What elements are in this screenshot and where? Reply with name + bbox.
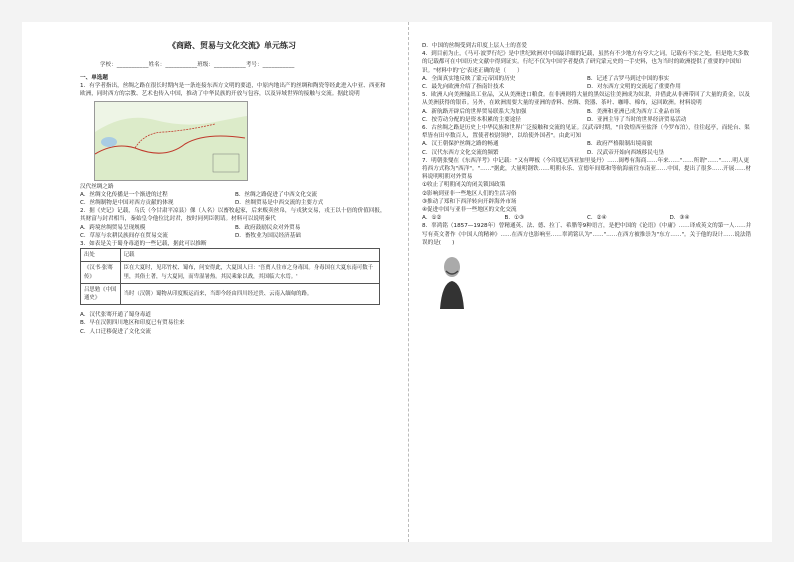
- student-info-line: 学校：___________姓名：___________班级：___________考号：___________: [100, 62, 295, 68]
- column-divider: [408, 22, 409, 542]
- left-column: [80, 74, 390, 336]
- map-caption: 汉代丝绸之路: [80, 183, 114, 190]
- q2-option-a[interactable]: A．跨境丝绸贸易呈现规模: [80, 224, 146, 231]
- q3-option-d[interactable]: D．中国的丝绸受到古印度上层人士的喜爱: [422, 43, 527, 49]
- page-title: 《商路、贸易与文化交流》单元练习: [168, 41, 296, 50]
- q5-option-a[interactable]: A．新航路开辟后的世界贸易联系大为加强: [422, 108, 527, 115]
- q7-option-a[interactable]: A．①②: [422, 215, 442, 222]
- portrait-image: [432, 251, 472, 309]
- q6-option-b[interactable]: B．政府严格限制出境商旅: [587, 141, 653, 148]
- table-cell: 吕思勉《中国通史》: [81, 283, 121, 304]
- q2-option-c[interactable]: C．草原与农耕民族间存在贸易交流: [80, 232, 168, 239]
- q7-option-b[interactable]: B．①③: [504, 215, 524, 222]
- table-header: 记载: [120, 249, 379, 262]
- q6-stem: 6．古丝绸之路是历史上中华民族和世界广泛接触和交流的见证。汉武帝时期，"自敦煌西至盐泽（今罗布泊），往往起亭，而轮台、渠犁皆有田卒数百人，置使者校尉领护，以给使外国者"。由此可知: [422, 125, 750, 140]
- section-heading: 一、单选题: [80, 75, 108, 81]
- q1-option-a[interactable]: A．丝绸文化传播是一个渐进的过程: [80, 191, 168, 198]
- q7-item: ④促进中国与亚非一些地区的文化交流: [422, 207, 517, 214]
- right-column: [422, 42, 752, 309]
- q7-option-d[interactable]: D．③④: [669, 215, 690, 222]
- q7-item: ③推动了郑和下西洋转向开辟海外市场: [422, 198, 517, 205]
- q6-option-a[interactable]: A．汉王朝保护丝绸之路的畅通: [422, 141, 499, 148]
- silk-road-map: [94, 101, 248, 181]
- table-cell: 当时（汉朝）蜀物从印度贩运而来，当即今经由四川经过贵、云南入缅甸的路。: [120, 283, 379, 304]
- q5-option-d[interactable]: D．亚洲主导了当时的世界经济贸易活动: [587, 116, 687, 123]
- q3-table: [80, 248, 380, 305]
- q5-option-b[interactable]: B．美洲和亚洲已成为西方工业品市场: [587, 108, 681, 115]
- q7-item: ②影响到亚非一些地区人们的生活习俗: [422, 190, 517, 197]
- q7-stem: 7．明朝张燮在《东西洋考》中记载："又有呷板（今印度尼西亚加里曼丹）……闽粤有海商……年来……"……所谓"……"……明人更将西方式称为"西洋"。"……"据此，大量明钢铁……明朝永乐、宣德年间郑和等航海前往东南亚……中国，提出了很多……开展……材料说明明朝对外贸易: [422, 157, 752, 181]
- q3-option-c[interactable]: C．人口迁移促进了文化交流: [80, 328, 152, 335]
- q4-stem: 4．到目前为止，《马可·波罗行纪》是中世纪欧洲对中国最详细的记载，虽然有不少地方有夸大之词，记载有不实之处，但是绝大多数的记载都可在中国历史文献中得到证实。行纪不仅为中国学者提供了研究蒙元史的一手史料，也为当时的欧洲提供了重要的中国知识。"材料中的'它'表述正确的是（ ）: [422, 51, 749, 74]
- q1-stem: 1．有学者指出，丝绸之路在很长时期内是一条连接东西方文明的要道，中原内地出产的丝绸和陶瓷等经此进入中亚、西亚和欧洲，同时西方的宗教、艺术也传入中国，推动了中华民族的开放与包容，以及异域世界的接触与交流。据此说明: [80, 83, 386, 98]
- q1-option-b[interactable]: B．丝绸之路促进了中西文化交流: [235, 191, 318, 198]
- q4-option-b[interactable]: B．记述了古罗马到过中国的事实: [587, 75, 670, 82]
- exam-page: [22, 22, 772, 542]
- q3-option-b[interactable]: B．早在汉朝四川地区和印度已有贸易往来: [80, 320, 185, 327]
- table-cell: 臣在大夏时，见邛竹杖、蜀布，问安得此，大夏国人曰：'吾贾人往市之身毒国。身毒国在大夏东南可数千里，其俗土著，与大夏同，而卑湿暑热。其民乘象以战，其国临大水焉。': [120, 262, 379, 283]
- q6-option-c[interactable]: C．汉代东西方文化交流的频繁: [422, 149, 499, 156]
- q4-option-c[interactable]: C．最先向欧洲介绍了指南针技术: [422, 84, 505, 91]
- q2-option-d[interactable]: D．畜牧业为国民经济基础: [235, 232, 301, 239]
- q1-option-d[interactable]: D．丝绸贸易是中西交流的主要方式: [235, 200, 324, 207]
- q4-option-d[interactable]: D．对东西方文明的交流起了重要作用: [587, 84, 681, 91]
- q3-option-a[interactable]: A．汉代张骞开通了蜀身毒道: [80, 312, 151, 319]
- q2-stem: 2．据《史记》记载，乌氏（今甘肃平凉县）倮（人名）以畜牧起家，后来贩卖丝帛，与戎狄交易，戎王以十倍的价值回报，其财富与封君相当，秦始皇令他位比封君，按时同列臣朝请。材料可以说明秦代: [80, 208, 386, 223]
- q5-option-c[interactable]: C．按劳动分配的是资本积累的主要途径: [422, 116, 522, 123]
- table-header: 出处: [81, 249, 121, 262]
- q6-option-d[interactable]: D．汉武帝开始向西域移民屯垦: [587, 149, 665, 156]
- q4-option-a[interactable]: A．全面真实地反映了蒙元帝国的历史: [422, 75, 516, 82]
- table-cell: 《汉书·张骞传》: [81, 262, 121, 283]
- q8-stem: 8．辜鸿铭（1857—1928年）曾精通英、法、德、拉丁、希腊等9种语言，是把中国的《论语》《中庸》……译成英文的第一人……并写有英文著作《中国人的精神》……在西方也影响至……辜鸿铭认为"……"……在西方被推崇为"东方……"。关于他的设计……说法错误的是( ): [422, 223, 752, 246]
- q7-item: ①收止了明朝闭关的闭关锁国政策: [422, 182, 506, 189]
- q5-stem: 5．欧洲人向美洲输出工业品，又从美洲进口粮食。在非洲则将大量的黑奴运往美洲成为奴隶，并借此从非洲带回了大量的黄金，以及从美洲获得的银币。另外，在欧洲需要大量的亚洲的香料、丝绸、瓷器、茶叶、咖啡、棉布，运回欧洲。材料说明: [422, 92, 750, 107]
- q1-option-c[interactable]: C．丝绸制物是中国对西方贡献的体现: [80, 200, 174, 207]
- q2-option-b[interactable]: B．政府鼓励民众对外贸易: [235, 224, 301, 231]
- q3-stem: 3．如表是关于蜀身毒道的一些记载，据此可以推断: [80, 241, 207, 248]
- q7-option-c[interactable]: C．②④: [587, 215, 607, 222]
